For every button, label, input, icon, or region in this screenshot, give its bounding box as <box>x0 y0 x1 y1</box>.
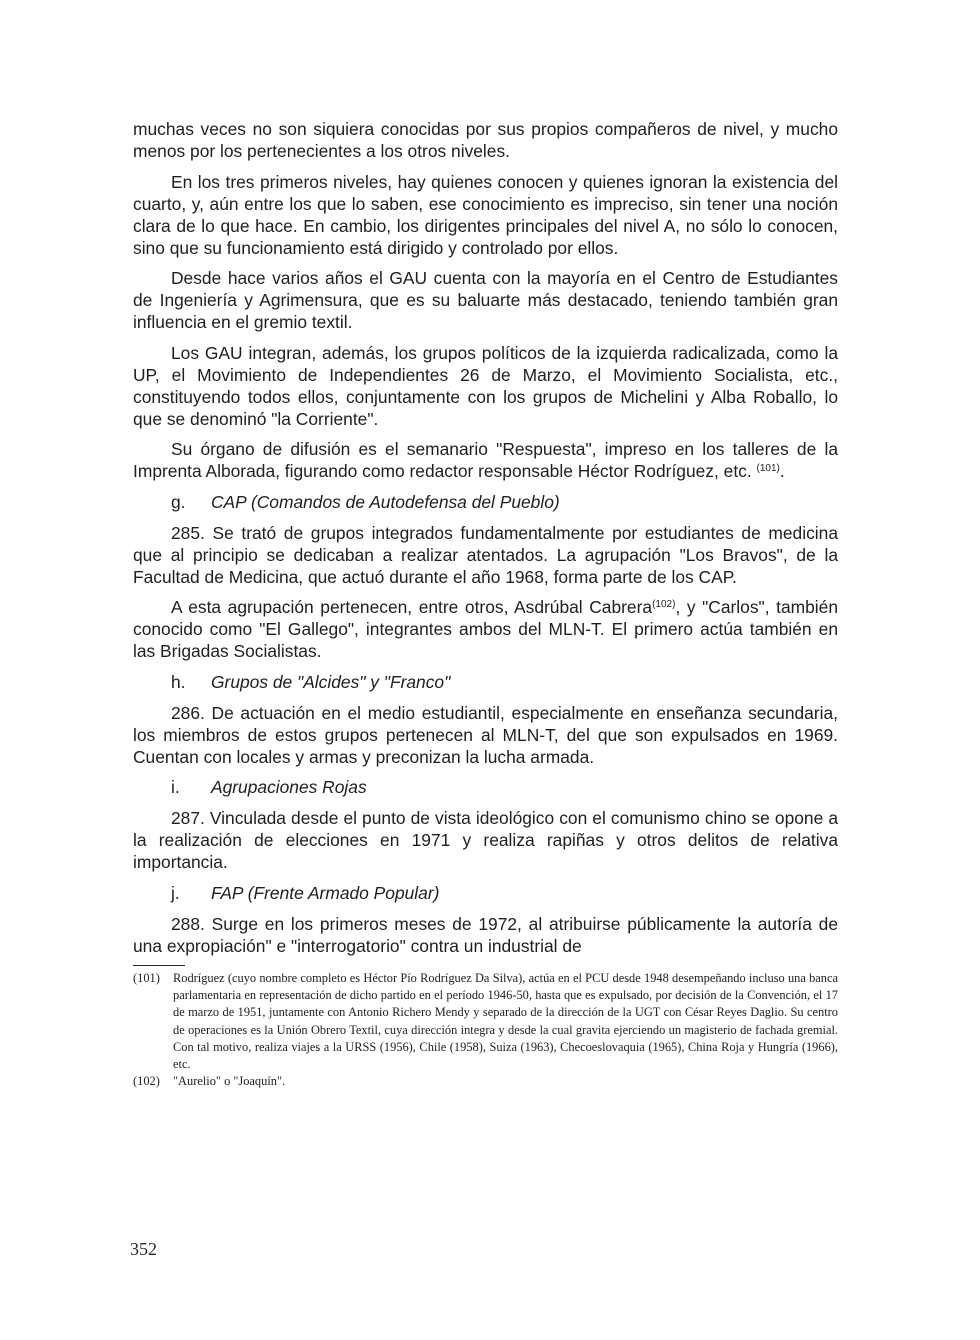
footnote-text: "Aurelio" o "Joaquín". <box>173 1074 286 1089</box>
section-heading-j <box>171 882 838 904</box>
paragraph-text: A esta agrupación pertenecen, entre otros, Asdrúbal Cabrera <box>171 597 653 617</box>
footnote-ref-102: (102) <box>652 599 676 610</box>
section-title: CAP (Comandos de Autodefensa del Pueblo) <box>211 491 560 512</box>
page-number: 352 <box>130 1239 157 1259</box>
paragraph: Desde hace varios años el GAU cuenta con la mayoría en el Centro de Estudiantes de Ingeniería y Agrimensura, que es su baluarte más destacado, teniendo también gran influencia en el gremio textil. <box>133 268 838 332</box>
paragraph: 288. Surge en los primeros meses de 1972, al atribuirse públicamente la autoría de una expropiación" e "interrogatorio" contra un industrial de <box>133 913 838 956</box>
footnote-102 <box>133 1073 838 1090</box>
section-letter: j. <box>171 882 180 903</box>
paragraph <box>133 596 838 662</box>
section-title: Agrupaciones Rojas <box>211 777 367 797</box>
footnote-text: Rodríguez (cuyo nombre completo es Héctor Pío Rodríguez Da Silva), actúa en el PCU desde 1948 desempeñando incluso una banca parlamentaria en representación de dicho partido en el período 1946-50, hasta que es expulsado, por decisión de la Convención, el 17 de marzo de 1951, juntamente con Antonio Richero Mendy y separado de la dirección de la UGT con César Reyes Daglio. Su centro de operaciones es la Unión Obrero Textil, cuya dirección integra y desde la cual gravita ejerciendo un magisterio de fachada gremial. Con tal motivo, realiza viajes a la URSS (1956), Chile (1958), Suiza (1963), Checoeslovaquia (1965), China Roja y Hungría (1966), etc. <box>173 971 838 1072</box>
paragraph-text: , y "Carlos", también conocido como "El Gallego", integrantes ambos del MLN-T. El primero actúa también en las Brigadas Socialistas. <box>133 597 838 661</box>
section-title: Grupos de "Alcides" y "Franco" <box>211 671 451 692</box>
footnote-number: (102) <box>133 1074 160 1089</box>
footnote-ref-101: (101) <box>756 463 780 474</box>
paragraph-text: Su órgano de difusión es el semanario "Respuesta", impreso en los talleres de la Imprenta Alborada, figurando como redactor responsable Héctor Rodríguez, etc. <box>133 439 838 481</box>
section-heading-h <box>171 671 838 693</box>
paragraph: muchas veces no son siquiera conocidas por sus propios compañeros de nivel, y mucho menos por los pertenecientes a los otros niveles. <box>133 119 838 161</box>
paragraph <box>133 438 838 482</box>
paragraph: 285. Se trató de grupos integrados fundamentalmente por estudiantes de medicina que al principio se dedicaban a realizar atentados. La agrupación "Los Bravos", de la Facultad de Medicina, que actuó durante el año 1968, forma parte de los CAP. <box>133 522 838 587</box>
section-heading-g <box>171 491 838 513</box>
paragraph: En los tres primeros niveles, hay quienes conocen y quienes ignoran la existencia del cuarto, y, aún entre los que lo saben, ese conocimiento es impreciso, sin tener una noción clara de lo que hace. En cambio, los dirigentes principales del nivel A, no sólo lo conocen, sino que su funcionamiento está dirigido y controlado por ellos. <box>133 171 838 258</box>
paragraph: 286. De actuación en el medio estudiantil, especialmente en enseñanza secundaria, los miembros de estos grupos pertenecen al MLN-T, del que son expulsados en 1969. Cuentan con locales y armas y preconizan la lucha armada. <box>133 702 838 767</box>
paragraph: 287. Vinculada desde el punto de vista ideológico con el comunismo chino se opone a la realización de elecciones en 1971 y realiza rapiñas y otros delitos de relativa importancia. <box>133 808 838 872</box>
section-title: FAP (Frente Armado Popular) <box>211 882 440 903</box>
footnote-number: (101) <box>133 971 160 985</box>
section-letter: i. <box>171 777 180 797</box>
footnote-101 <box>133 970 838 1073</box>
paragraph-end: . <box>779 461 785 481</box>
page-body <box>133 118 838 1090</box>
section-letter: h. <box>171 671 186 692</box>
section-letter: g. <box>171 491 186 512</box>
footnote-divider <box>133 965 185 966</box>
paragraph: Los GAU integran, además, los grupos políticos de la izquierda radicalizada, como la UP, el Movimiento de Independientes 26 de Marzo, el Movimiento Socialista, etc., constituyendo todos ellos, conjuntamente con los grupos de Michelini y Alba Roballo, lo que se denominó "la Corriente". <box>133 342 838 429</box>
section-heading-i <box>171 776 838 798</box>
